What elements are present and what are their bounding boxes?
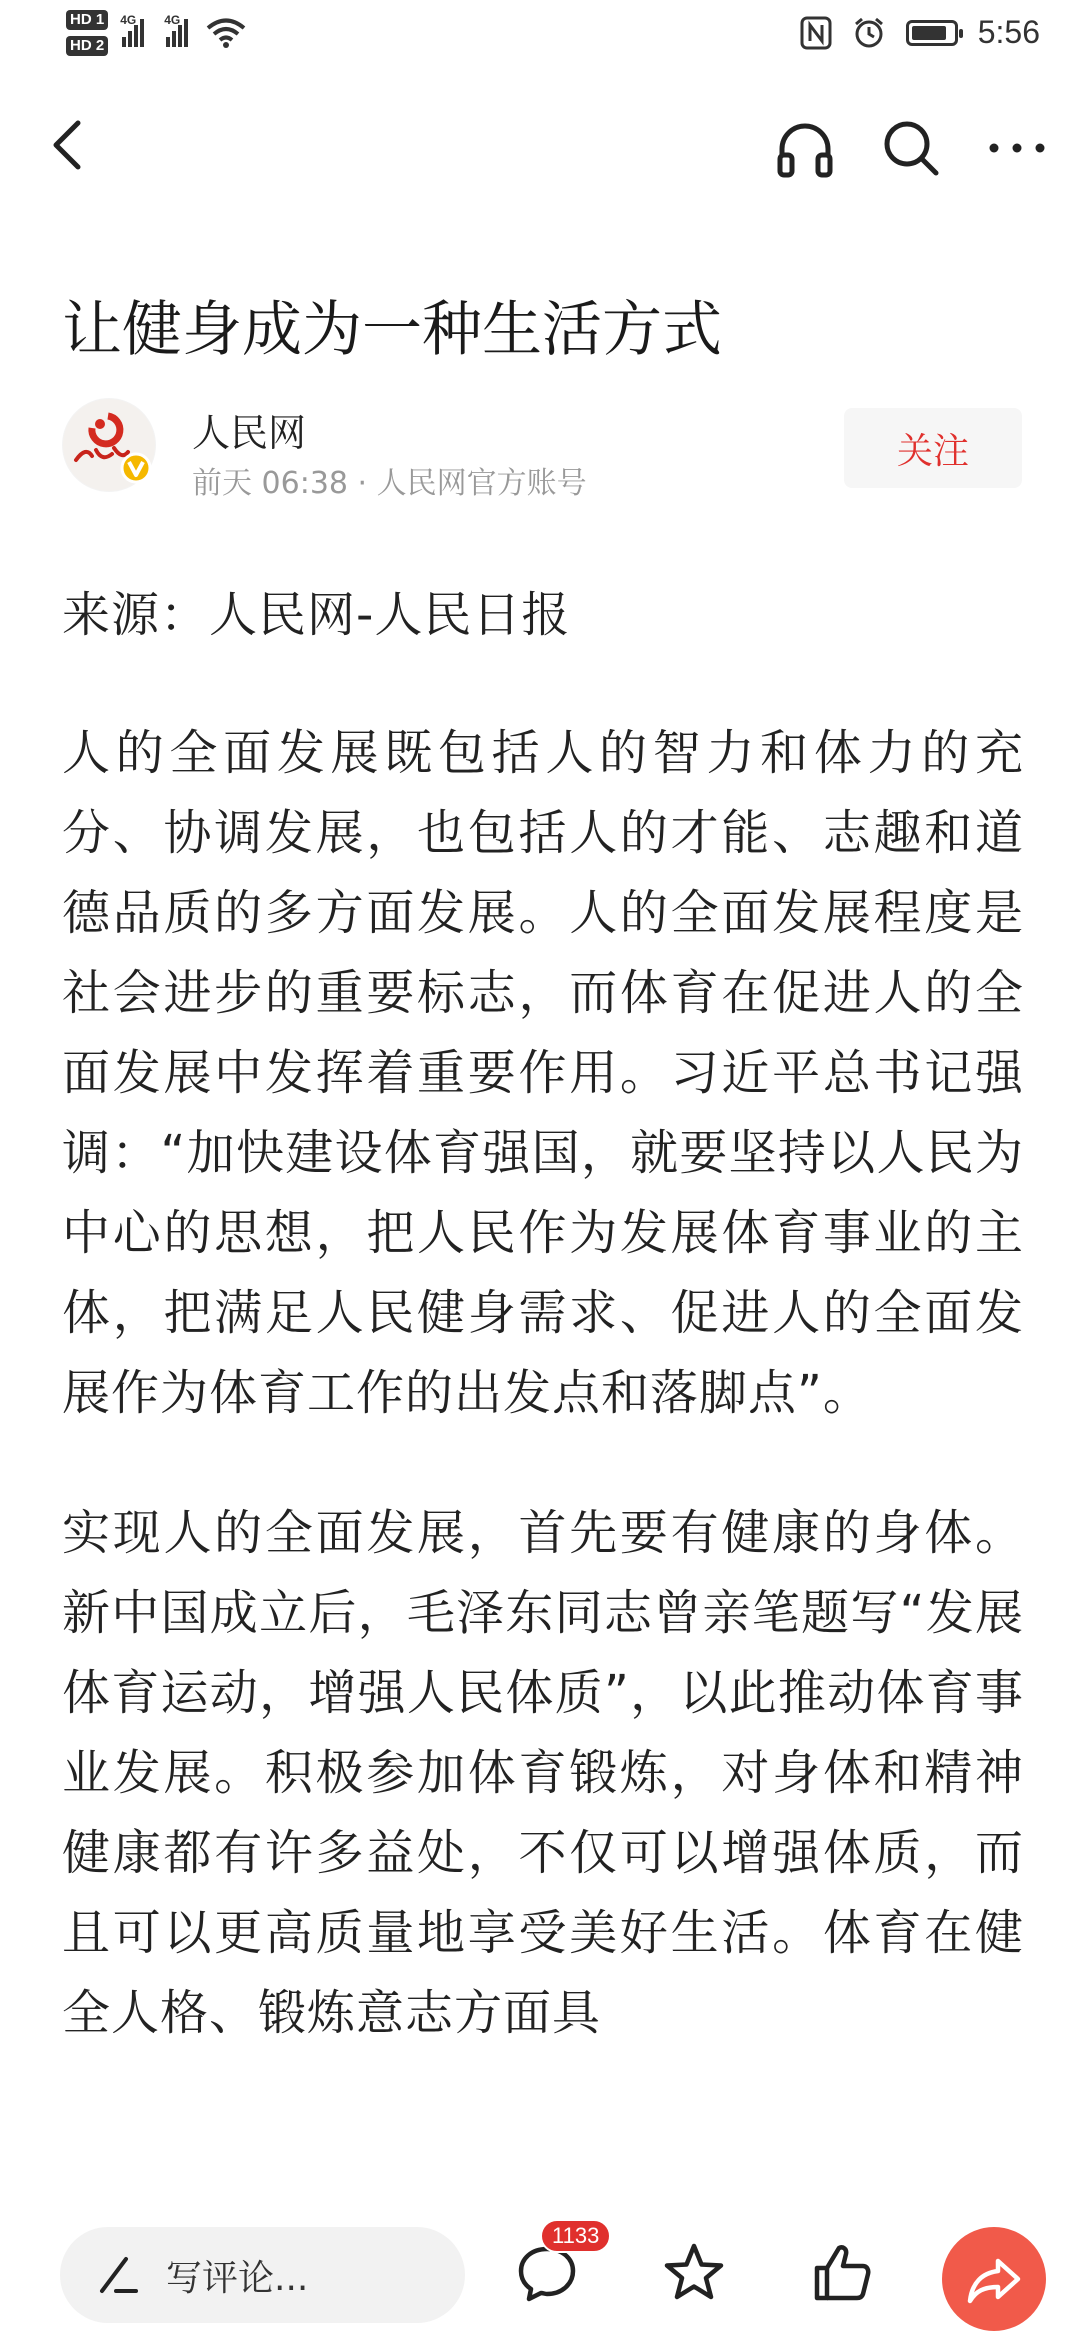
headphones-icon xyxy=(774,117,836,179)
article-source: 来源：人民网-人民日报 xyxy=(62,587,571,643)
comment-placeholder: 写评论... xyxy=(166,2257,309,2299)
status-bar xyxy=(0,0,1080,80)
comment-count-badge: 1133 xyxy=(540,2219,611,2253)
pen-icon xyxy=(96,2253,140,2297)
star-icon xyxy=(661,2240,727,2306)
thumbs-up-icon xyxy=(809,2240,875,2306)
network-type-2: 4G xyxy=(164,13,181,27)
listen-button[interactable] xyxy=(772,115,838,181)
author-row xyxy=(62,398,1022,501)
article-paragraph: 人的全面发展既包括人的智力和体力的充分、协调发展，也包括人的才能、志趣和道德品质的多方面发展。人的全面发展程度是社会进步的重要标志，而体育在促进人的全面发展中发挥着重要作用。习近平总书记强调：“加快建设体育强国，就要坚持以人民为中心的思想，把人民作为发展体育事业的主体，把满足人民健身需求、促进人的全面发展作为体育工作的出发点和落脚点”。 xyxy=(62,725,1024,1421)
signal-2-icon xyxy=(164,13,188,47)
author-avatar[interactable] xyxy=(62,398,156,492)
battery-icon xyxy=(906,20,958,46)
share-arrow-icon xyxy=(964,2249,1024,2309)
article-body xyxy=(62,575,1024,2113)
search-button[interactable] xyxy=(878,115,944,181)
network-type-1: 4G xyxy=(120,13,137,27)
author-name[interactable]: 人民网 xyxy=(192,411,307,455)
article-title: 让健身成为一种生活方式 xyxy=(62,295,722,366)
hd1-badge: HD 1 xyxy=(66,10,108,30)
article-paragraph: 实现人的全面发展，首先要有健康的身体。新中国成立后，毛泽东同志曾亲笔题写“发展体育运动，增强人民体质”，以此推动体育事业发展。积极参加体育锻炼，对身体和精神健康都有许多益处，不仅可以增强体质，而且可以更高质量地享受美好生活。体育在健全人格、锻炼意志方面具 xyxy=(62,1505,1024,2041)
status-left xyxy=(66,10,246,56)
nav-actions xyxy=(772,115,1050,181)
wifi-icon xyxy=(206,17,246,49)
alarm-icon xyxy=(852,16,886,50)
comment-input[interactable] xyxy=(60,2227,465,2323)
bottom-action-bar xyxy=(0,2175,1080,2340)
status-right xyxy=(800,14,1040,51)
top-nav xyxy=(0,95,1080,195)
search-icon xyxy=(880,117,942,179)
back-arrow-icon xyxy=(40,115,100,175)
more-icon xyxy=(986,138,1048,158)
author-meta: 前天 06:38 · 人民网官方账号 xyxy=(192,466,587,501)
more-button[interactable] xyxy=(984,115,1050,181)
share-button[interactable] xyxy=(942,2227,1046,2331)
follow-button[interactable]: 关注 xyxy=(844,408,1022,488)
favorite-button[interactable] xyxy=(652,2231,736,2315)
back-button[interactable] xyxy=(40,115,100,175)
battery-level xyxy=(912,26,946,40)
like-button[interactable] xyxy=(800,2231,884,2315)
people-daily-logo-icon xyxy=(62,398,156,492)
signal-1-icon xyxy=(120,13,144,47)
hd-indicators xyxy=(66,10,108,56)
clock: 5:56 xyxy=(977,14,1040,50)
hd2-badge: HD 2 xyxy=(66,36,108,56)
nfc-icon xyxy=(800,16,832,50)
